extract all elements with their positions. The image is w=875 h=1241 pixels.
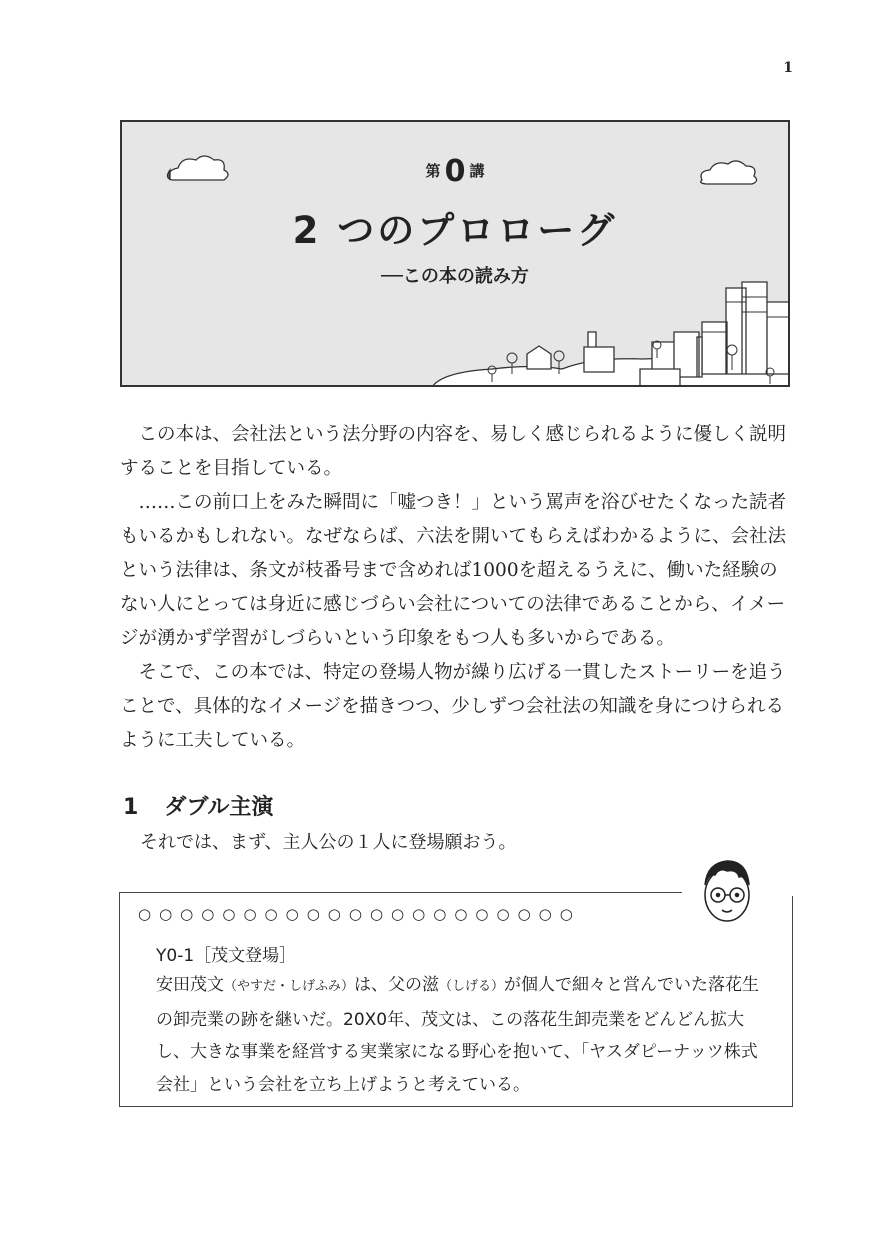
section-heading	[123, 790, 273, 821]
paragraph: そこで、この本では、特定の登場人物が繰り広げる一貫したストーリーを追うことで、具体的なイメージを描きつつ、少しずつ会社法の知識を身につけられるように工夫している。	[120, 662, 786, 751]
story-box	[119, 892, 793, 1107]
chapter-header-box	[120, 120, 790, 387]
story-text	[156, 969, 768, 1101]
chapter-title: 2 つのプロローグ	[292, 209, 618, 252]
paragraph: この本は、会社法という法分野の内容を、易しく感じられるように優しく説明することを目指している。	[120, 424, 787, 479]
section-intro: それでは、まず、主人公の１人に登場願おう。	[140, 832, 517, 853]
body-text	[120, 418, 792, 758]
paragraph: ……この前口上をみた瞬間に「嘘つき！」という罵声を浴びせたくなった読者もいるかもしれない。なぜならば、六法を開いてもらえばわかるように、会社法という法律は、条文が枝番号まで含めれば1000を超えるうえに、働いた経験のない人にとっては身近に感じづらい会社についての法律であることから、イメージが湧かず学習がしづらいという印象をもつ人も多いからである。	[120, 492, 787, 649]
chapter-subtitle: ──この本の読み方	[381, 266, 529, 287]
page-number: 1	[783, 60, 793, 76]
character-name: 安田茂文	[156, 975, 224, 995]
dot-decoration: ○○○○○○○○○○○○○○○○○○○○○	[138, 905, 581, 923]
story-text-part: が個人で細々と営んでいた落花生の卸売業の跡を継いだ。20X0年、茂文は、この落花生卸売業をどんどん拡大し、大きな事業を経営する実業家になる野心を抱いて、「ヤスダピーナッツ株式会社」という会社を立ち上げようと考えている。	[156, 975, 760, 1095]
chapter-label	[122, 154, 788, 189]
story-text-part: は、父の滋	[354, 975, 440, 995]
story-heading: Y0-1［茂文登場］	[156, 946, 297, 966]
chapter-prefix: 第	[425, 162, 441, 180]
father-reading: （しげる）	[439, 979, 505, 994]
section-number: 1	[123, 795, 139, 820]
chapter-number: 0	[444, 154, 466, 189]
section-title: ダブル主演	[164, 795, 274, 820]
name-reading: （やすだ・しげふみ）	[224, 979, 355, 994]
chapter-suffix: 講	[469, 162, 485, 180]
character-face-icon	[696, 855, 758, 929]
